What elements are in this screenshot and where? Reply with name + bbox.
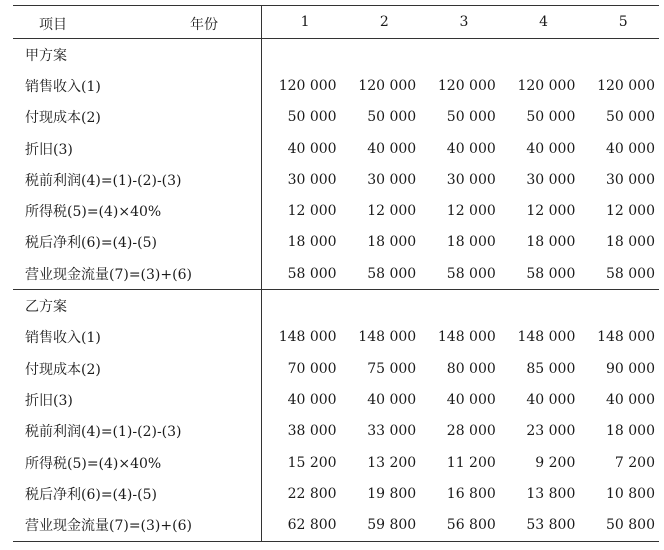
table-cell: 80 000	[446, 360, 496, 377]
table-cell: 120 000	[597, 77, 655, 94]
table-cell: 12 000	[526, 203, 576, 220]
table-cell: 59 800	[341, 509, 421, 541]
header-row	[13, 6, 659, 39]
table-cell: 148 000	[437, 329, 496, 346]
table-cell: 58 000	[446, 265, 496, 282]
table-cell: 11 200	[446, 454, 496, 471]
table-row	[13, 70, 659, 101]
table-cell: 40 000	[526, 140, 576, 157]
table-row	[13, 195, 659, 226]
table-row	[13, 447, 659, 478]
row-label: 营业现金流量(7)=(3)+(6)	[13, 509, 261, 541]
year-header-2: 2	[341, 6, 421, 39]
table-cell: 50 000	[446, 109, 496, 126]
table-cell: 30 000	[287, 171, 337, 188]
table-cell: 40 000	[367, 391, 417, 408]
table-cell: 40 000	[367, 140, 417, 157]
table-row	[13, 102, 659, 133]
row-label: 折旧(3)	[13, 133, 261, 164]
year-header-3: 3	[420, 6, 500, 39]
table-cell: 50 000	[606, 109, 655, 126]
table-cell: 50 000	[287, 109, 337, 126]
table-cell: 148 000	[278, 329, 337, 346]
table-cell: 53 800	[500, 509, 580, 541]
year-column-label: 年份	[190, 17, 218, 33]
table-cell: 120 000	[437, 77, 496, 94]
table-cell: 13 200	[367, 454, 417, 471]
table-cell: 18 000	[446, 234, 496, 251]
row-label: 营业现金流量(7)=(3)+(6)	[13, 258, 261, 290]
table-cell: 12 000	[606, 203, 655, 220]
row-label: 税后净利(6)=(4)-(5)	[13, 227, 261, 258]
table-cell: 148 000	[517, 329, 576, 346]
table-row	[13, 133, 659, 164]
table-cell: 40 000	[526, 391, 576, 408]
item-year-header-cell	[13, 6, 261, 39]
table-cell: 10 800	[606, 485, 655, 502]
table-cell: 33 000	[367, 423, 417, 440]
table-cell: 70 000	[287, 360, 337, 377]
table-cell: 13 800	[526, 485, 576, 502]
table-cell: 30 000	[446, 171, 496, 188]
table-row	[13, 322, 659, 353]
table-cell: 18 000	[606, 423, 655, 440]
table-cell: 148 000	[597, 329, 655, 346]
plan-a-title: 甲方案	[13, 39, 261, 71]
table-cell: 30 000	[606, 171, 655, 188]
row-label: 销售收入(1)	[13, 322, 261, 353]
table-cell: 12 000	[446, 203, 496, 220]
table-cell: 18 000	[287, 234, 337, 251]
table-cell: 19 800	[367, 485, 417, 502]
row-label: 税前利润(4)=(1)-(2)-(3)	[13, 164, 261, 195]
table-cell: 58 000	[606, 265, 655, 282]
table-cell: 22 800	[287, 485, 337, 502]
table-cell: 62 800	[261, 509, 341, 541]
table-cell: 40 000	[446, 391, 496, 408]
row-label: 销售收入(1)	[13, 70, 261, 101]
table-cell: 40 000	[606, 391, 655, 408]
table-cell: 7 200	[614, 454, 655, 471]
table-cell: 40 000	[606, 140, 655, 157]
row-label: 折旧(3)	[13, 384, 261, 415]
table-cell: 18 000	[526, 234, 576, 251]
table-cell: 40 000	[287, 140, 337, 157]
plan-b-section-row	[13, 290, 659, 322]
table-cell: 12 000	[367, 203, 417, 220]
table-cell: 38 000	[287, 423, 337, 440]
table-cell: 15 200	[287, 454, 337, 471]
table-row	[13, 353, 659, 384]
table-cell: 120 000	[517, 77, 576, 94]
plan-a-section-row	[13, 39, 659, 71]
table-row	[13, 164, 659, 195]
table-cell: 28 000	[446, 423, 496, 440]
table-cell: 40 000	[446, 140, 496, 157]
plan-b-title: 乙方案	[13, 290, 261, 322]
table-row	[13, 478, 659, 509]
table-cell: 12 000	[287, 203, 337, 220]
table-cell: 50 000	[367, 109, 417, 126]
table-cell: 9 200	[535, 454, 576, 471]
row-label: 所得税(5)=(4)×40%	[13, 195, 261, 226]
table-cell: 50 000	[526, 109, 576, 126]
row-label: 税后净利(6)=(4)-(5)	[13, 478, 261, 509]
table-cell: 16 800	[446, 485, 496, 502]
table-cell: 75 000	[367, 360, 417, 377]
table-cell: 85 000	[526, 360, 576, 377]
table-cell: 56 800	[420, 509, 500, 541]
table-cell: 30 000	[526, 171, 576, 188]
cash-flow-table	[13, 5, 659, 542]
table-cell: 120 000	[358, 77, 417, 94]
table-row	[13, 509, 659, 541]
table-cell: 23 000	[526, 423, 576, 440]
year-header-5: 5	[579, 6, 659, 39]
row-label: 付现成本(2)	[13, 353, 261, 384]
table-cell: 120 000	[278, 77, 337, 94]
table-cell: 30 000	[367, 171, 417, 188]
table-cell: 18 000	[606, 234, 655, 251]
table-cell: 58 000	[526, 265, 576, 282]
table-cell: 148 000	[358, 329, 417, 346]
table-cell: 58 000	[367, 265, 417, 282]
row-label: 付现成本(2)	[13, 102, 261, 133]
table-cell: 90 000	[606, 360, 655, 377]
year-header-1: 1	[261, 6, 341, 39]
table-row	[13, 416, 659, 447]
table-row	[13, 258, 659, 290]
row-label: 税前利润(4)=(1)-(2)-(3)	[13, 416, 261, 447]
table-row	[13, 384, 659, 415]
table-cell: 18 000	[367, 234, 417, 251]
table-cell: 58 000	[287, 265, 337, 282]
table-cell: 50 800	[579, 509, 659, 541]
table-row	[13, 227, 659, 258]
row-label: 所得税(5)=(4)×40%	[13, 447, 261, 478]
table-cell: 40 000	[287, 391, 337, 408]
year-header-4: 4	[500, 6, 580, 39]
item-column-label: 项目	[39, 17, 67, 33]
